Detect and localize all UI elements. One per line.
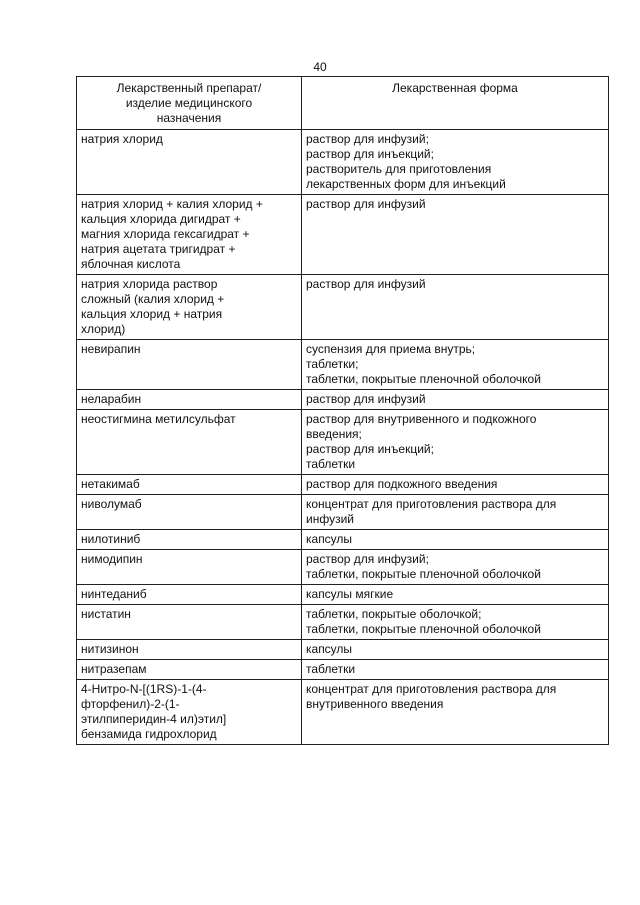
- cell-line: Лекарственный препарат/: [116, 81, 262, 95]
- table-row: [77, 390, 609, 410]
- cell-line: натрия ацетата тригидрат +: [81, 242, 236, 256]
- cell-line: фторфенил)-2-(1-: [81, 697, 180, 711]
- header-form: [302, 77, 609, 130]
- dosage-form-cell: [302, 550, 609, 585]
- dosage-form-cell: [302, 275, 609, 340]
- cell-line: раствор для инфузий;: [306, 552, 429, 566]
- cell-line: капсулы: [306, 532, 353, 546]
- drug-name-cell: [77, 550, 302, 585]
- cell-line: нетакимаб: [81, 477, 140, 491]
- drug-table: [76, 76, 609, 745]
- drug-name-cell: [77, 660, 302, 680]
- cell-line: нимодипин: [81, 552, 143, 566]
- cell-line: яблочная кислота: [81, 257, 181, 271]
- cell-line: нилотиниб: [81, 532, 141, 546]
- cell-line: изделие медицинского: [125, 96, 253, 110]
- table-row: [77, 680, 609, 745]
- cell-line: таблетки, покрытые пленочной оболочкой: [306, 372, 541, 386]
- cell-line: нитразепам: [81, 662, 147, 676]
- drug-name-cell: [77, 605, 302, 640]
- cell-line: назначения: [156, 111, 222, 125]
- cell-line: раствор для инфузий: [306, 392, 426, 406]
- drug-name-cell: [77, 195, 302, 275]
- cell-line: кальция хлорида дигидрат +: [81, 212, 241, 226]
- drug-name-cell: [77, 410, 302, 475]
- drug-name-cell: [77, 275, 302, 340]
- cell-line: натрия хлорид: [81, 132, 163, 146]
- cell-line: раствор для инъекций;: [306, 147, 434, 161]
- header-drug: [77, 77, 302, 130]
- cell-line: таблетки;: [306, 357, 359, 371]
- dosage-form-cell: [302, 495, 609, 530]
- cell-line: концентрат для приготовления раствора для: [306, 682, 557, 696]
- cell-line: раствор для инфузий: [306, 277, 426, 291]
- cell-line: капсулы мягкие: [306, 587, 394, 601]
- cell-line: нистатин: [81, 607, 131, 621]
- cell-line: сложный (калия хлорид +: [81, 292, 225, 306]
- drug-name-cell: [77, 530, 302, 550]
- cell-line: невирапин: [81, 342, 141, 356]
- cell-line: раствор для инфузий;: [306, 132, 429, 146]
- dosage-form-cell: [302, 530, 609, 550]
- cell-line: таблетки, покрытые оболочкой;: [306, 607, 482, 621]
- table-row: [77, 530, 609, 550]
- cell-line: раствор для инфузий: [306, 197, 426, 211]
- drug-name-cell: [77, 640, 302, 660]
- cell-line: таблетки: [306, 662, 356, 676]
- cell-line: неостигмина метилсульфат: [81, 412, 236, 426]
- table-row: [77, 410, 609, 475]
- cell-line: кальция хлорид + натрия: [81, 307, 223, 321]
- cell-line: Лекарственная форма: [392, 81, 518, 95]
- cell-line: инфузий: [306, 512, 354, 526]
- table-row: [77, 585, 609, 605]
- cell-line: натрия хлорида раствор: [81, 277, 218, 291]
- dosage-form-cell: [302, 660, 609, 680]
- table-row: [77, 475, 609, 495]
- cell-line: таблетки, покрытые пленочной оболочкой: [306, 567, 541, 581]
- table-row: [77, 495, 609, 530]
- dosage-form-cell: [302, 585, 609, 605]
- drug-name-cell: [77, 680, 302, 745]
- table-row: [77, 130, 609, 195]
- cell-line: лекарственных форм для инъекций: [306, 177, 506, 191]
- cell-line: бензамида гидрохлорид: [81, 727, 217, 741]
- cell-line: введения;: [306, 427, 362, 441]
- cell-line: таблетки, покрытые пленочной оболочкой: [306, 622, 541, 636]
- cell-line: натрия хлорид + калия хлорид +: [81, 197, 263, 211]
- cell-line: хлорид): [81, 322, 126, 336]
- page-number: 40: [313, 60, 327, 74]
- cell-line: раствор для инъекций;: [306, 442, 434, 456]
- cell-line: 4-Нитро-N-[(1RS)-1-(4-: [81, 682, 207, 696]
- dosage-form-cell: [302, 390, 609, 410]
- drug-name-cell: [77, 495, 302, 530]
- cell-line: суспензия для приема внутрь;: [306, 342, 476, 356]
- cell-line: растворитель для приготовления: [306, 162, 492, 176]
- dosage-form-cell: [302, 340, 609, 390]
- cell-line: раствор для подкожного введения: [306, 477, 498, 491]
- dosage-form-cell: [302, 130, 609, 195]
- table-row: [77, 195, 609, 275]
- table-header-row: [77, 77, 609, 130]
- drug-name-cell: [77, 340, 302, 390]
- cell-line: капсулы: [306, 642, 353, 656]
- cell-line: этилпиперидин-4 ил)этил]: [81, 712, 227, 726]
- cell-line: внутривенного введения: [306, 697, 444, 711]
- cell-line: раствор для внутривенного и подкожного: [306, 412, 537, 426]
- dosage-form-cell: [302, 605, 609, 640]
- cell-line: концентрат для приготовления раствора для: [306, 497, 557, 511]
- dosage-form-cell: [302, 640, 609, 660]
- dosage-form-cell: [302, 410, 609, 475]
- cell-line: неларабин: [81, 392, 142, 406]
- table-row: [77, 640, 609, 660]
- cell-line: нинтеданиб: [81, 587, 147, 601]
- table-row: [77, 660, 609, 680]
- table-row: [77, 275, 609, 340]
- table-row: [77, 605, 609, 640]
- table-row: [77, 550, 609, 585]
- cell-line: ниволумаб: [81, 497, 142, 511]
- table-body: [77, 130, 609, 745]
- drug-name-cell: [77, 475, 302, 495]
- cell-line: таблетки: [306, 457, 356, 471]
- dosage-form-cell: [302, 475, 609, 495]
- drug-name-cell: [77, 130, 302, 195]
- drug-name-cell: [77, 390, 302, 410]
- dosage-form-cell: [302, 680, 609, 745]
- table-row: [77, 340, 609, 390]
- cell-line: нитизинон: [81, 642, 139, 656]
- dosage-form-cell: [302, 195, 609, 275]
- cell-line: магния хлорида гексагидрат +: [81, 227, 250, 241]
- drug-name-cell: [77, 585, 302, 605]
